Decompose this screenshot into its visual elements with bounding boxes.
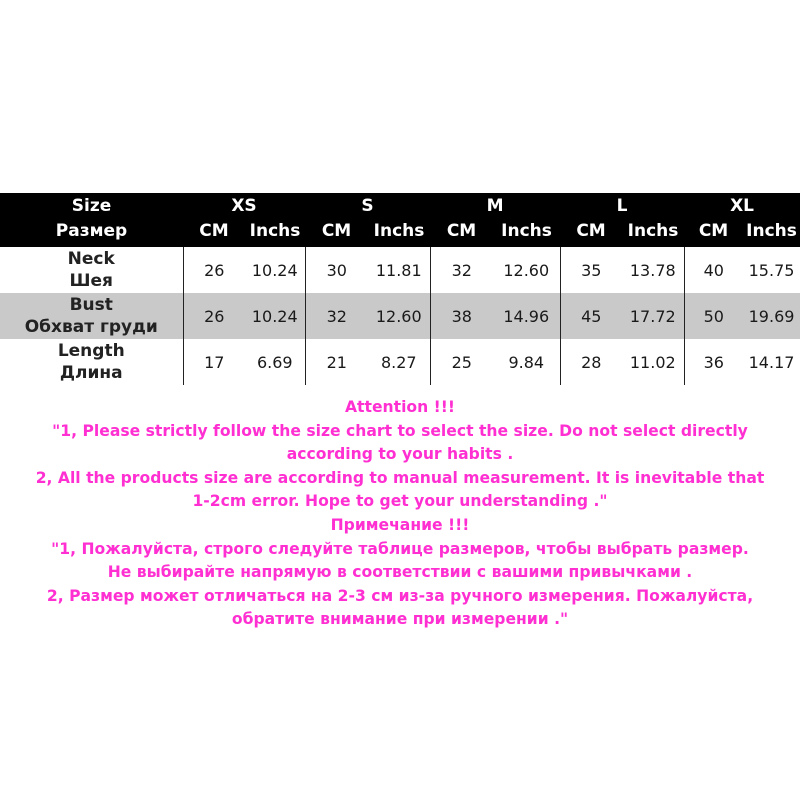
note-line: 2, Размер может отличаться на 2-3 см из-за ручного измерения. Пожалуйста, <box>46 586 754 605</box>
cell-inch: 15.75 <box>748 260 795 280</box>
unit-cm: CM <box>684 220 743 247</box>
unit-cm: CM <box>560 220 622 247</box>
cell-cm: 25 <box>430 339 493 385</box>
cell-cm: 28 <box>560 339 622 385</box>
size-label-ru: Размер <box>0 220 183 247</box>
attention-heading-ru: Примечание !!! <box>330 515 470 534</box>
cell-cm: 32 <box>305 293 368 339</box>
row-label-en: Neck <box>67 249 115 269</box>
cell-cm: 17 <box>204 352 225 372</box>
row-neck <box>0 247 800 293</box>
row-label <box>0 247 183 293</box>
attention-notes <box>0 396 800 632</box>
row-bust <box>0 293 800 339</box>
unit-cm: CM <box>430 220 493 247</box>
row-label <box>0 339 183 385</box>
note-line: "1, Пожалуйста, строго следуйте таблице размеров, чтобы выбрать размер. <box>51 539 749 558</box>
cell-cm: 35 <box>560 247 622 293</box>
attention-heading-en: Attention !!! <box>344 398 456 416</box>
cell-inch: 10.24 <box>251 260 298 280</box>
unit-inch: Inchs <box>622 220 684 247</box>
cell-cm: 50 <box>684 293 743 339</box>
cell-inch: 10.24 <box>245 293 305 339</box>
row-label <box>0 293 183 339</box>
row-label-en: Bust <box>69 295 113 315</box>
cell-cm: 21 <box>305 339 368 385</box>
note-line: "1, Please strictly follow the size chart to select the size. Do not select directly <box>52 421 748 440</box>
note-line: обратите внимание при измерении ." <box>231 610 569 629</box>
cell-inch: 6.69 <box>256 352 293 372</box>
row-label-en: Length <box>57 341 125 361</box>
unit-inch: Inchs <box>493 220 560 247</box>
cell-inch: 12.60 <box>368 293 430 339</box>
cell-inch: 14.96 <box>493 293 560 339</box>
row-label-ru: Шея <box>69 271 113 291</box>
cell-cm: 40 <box>684 247 743 293</box>
note-line: Не выбирайте напрямую в соответствии с вашими привычками . <box>107 563 693 582</box>
note-line: according to your habits . <box>286 445 514 464</box>
cell-inch: 9.84 <box>508 352 545 372</box>
cell-inch: 8.27 <box>380 352 417 372</box>
cell-inch: 12.60 <box>503 260 550 280</box>
cell-inch: 14.17 <box>748 352 795 372</box>
unit-inch: Inchs <box>245 220 305 247</box>
size-l: L <box>560 193 684 220</box>
size-m: M <box>430 193 560 220</box>
size-chart-table <box>0 193 800 385</box>
header-row-units <box>0 220 800 247</box>
cell-cm: 38 <box>430 293 493 339</box>
cell-cm: 45 <box>560 293 622 339</box>
size-xs: XS <box>183 193 305 220</box>
unit-inch: Inchs <box>368 220 430 247</box>
cell-cm: 32 <box>430 247 493 293</box>
row-label-ru: Длина <box>59 363 123 383</box>
row-label-ru: Обхват груди <box>24 317 158 337</box>
size-xl: XL <box>684 193 800 220</box>
note-line: 2, All the products size are according to manual measurement. It is inevitable that <box>35 468 765 487</box>
cell-inch: 13.78 <box>629 260 676 280</box>
unit-inch: Inchs <box>743 220 800 247</box>
header-row-sizes <box>0 193 800 220</box>
size-label-en: Size <box>0 193 183 220</box>
cell-cm: 30 <box>305 247 368 293</box>
cell-cm: 26 <box>204 260 225 280</box>
size-s: S <box>305 193 430 220</box>
cell-inch: 17.72 <box>622 293 684 339</box>
unit-cm: CM <box>183 220 245 247</box>
cell-inch: 11.81 <box>375 260 422 280</box>
note-line: 1-2cm error. Hope to get your understanding ." <box>192 492 608 511</box>
cell-inch: 11.02 <box>629 352 676 372</box>
row-length <box>0 339 800 385</box>
cell-inch: 19.69 <box>743 293 800 339</box>
cell-cm: 36 <box>684 339 743 385</box>
cell-cm: 26 <box>183 293 245 339</box>
unit-cm: CM <box>305 220 368 247</box>
